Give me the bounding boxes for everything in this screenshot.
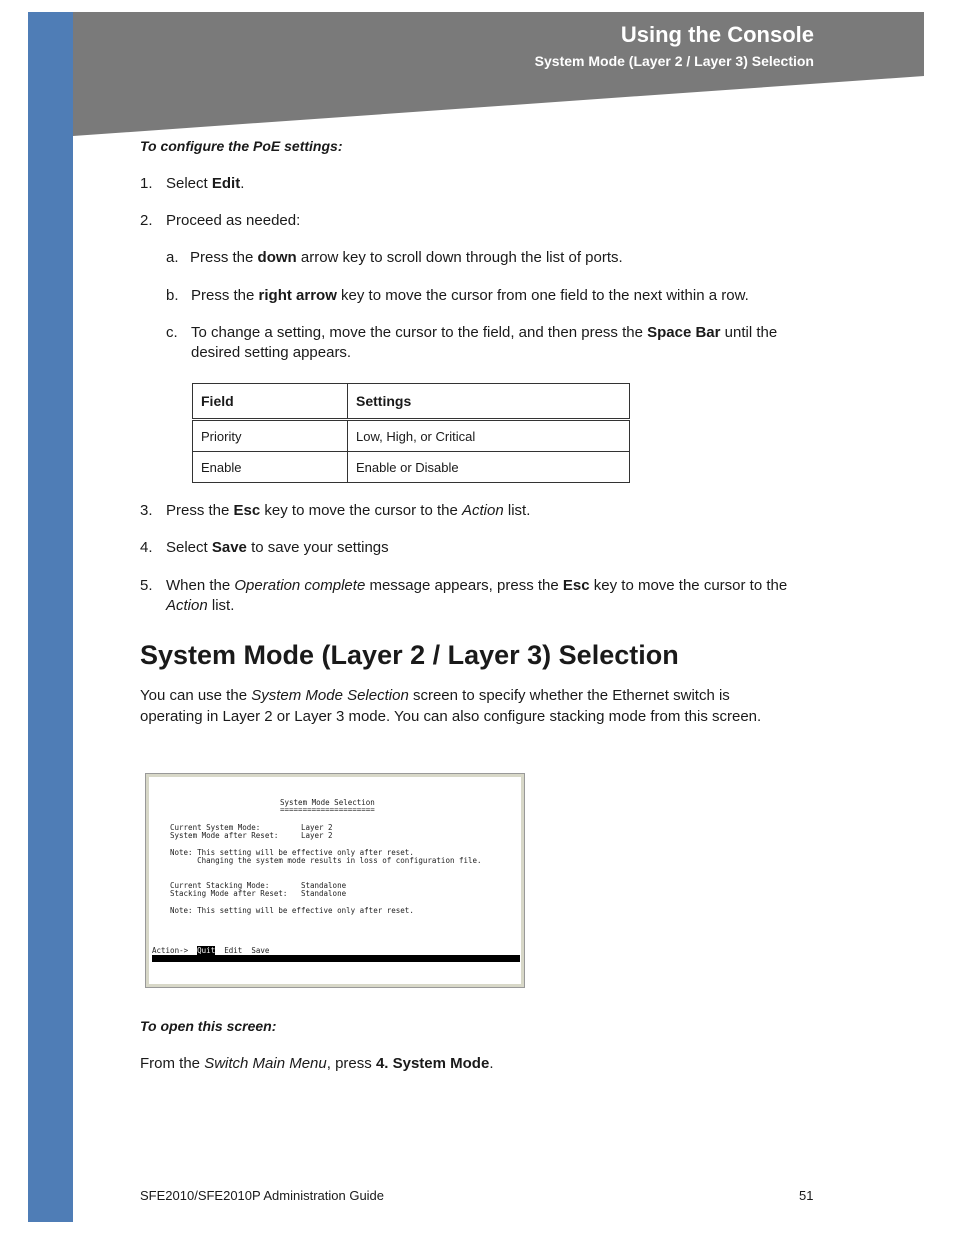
step-3: 3. Press the Esc key to move the cursor to the Action list. xyxy=(140,502,531,519)
console-action-quit[interactable]: Quit xyxy=(197,946,216,955)
section-intro-line2: operating in Layer 2 or Layer 3 mode. You can also configure stacking mode from this screen. xyxy=(140,708,762,725)
console-note: Note: This setting will be effective only after reset. xyxy=(170,848,414,857)
console-title: System Mode Selection xyxy=(280,798,375,807)
console-line: Current Stacking Mode: Standalone xyxy=(170,881,347,890)
table-cell: Enable xyxy=(193,452,348,483)
substep-b: b. Press the right arrow key to move the cursor from one field to the next within a row. xyxy=(166,287,749,304)
table-cell: Priority xyxy=(193,420,348,452)
table-header-field: Field xyxy=(193,384,348,420)
section-intro: You can use the System Mode Selection screen to specify whether the Ethernet switch is xyxy=(140,687,730,704)
step-5-line2: Action list. xyxy=(166,597,235,614)
open-instruction: From the Switch Main Menu, press 4. System Mode. xyxy=(140,1055,494,1072)
console-line: Current System Mode: Layer 2 xyxy=(170,823,333,832)
section-title: System Mode (Layer 2 / Layer 3) Selection xyxy=(140,640,679,670)
table-cell: Low, High, or Critical xyxy=(348,420,630,452)
step-4: 4. Select Save to save your settings xyxy=(140,539,389,556)
step-5: 5. When the Operation complete message appears, press the Esc key to move the cursor to the xyxy=(140,577,788,594)
table-header-settings: Settings xyxy=(348,384,630,420)
header-band xyxy=(0,0,954,140)
table-cell: Enable or Disable xyxy=(348,452,630,483)
console-note: Changing the system mode results in loss of configuration file. xyxy=(170,856,482,865)
console-action-label: Action-> xyxy=(152,946,189,955)
console-status-bar xyxy=(152,955,520,962)
console-action-edit[interactable]: Edit xyxy=(224,946,243,955)
console-action-save[interactable]: Save xyxy=(251,946,270,955)
table-row xyxy=(193,452,630,483)
substep-a: a. Press the down arrow key to scroll down through the list of ports. xyxy=(166,249,623,266)
table-header-row xyxy=(193,384,630,420)
header-subtitle: System Mode (Layer 2 / Layer 3) Selection xyxy=(534,53,814,69)
console-note: Note: This setting will be effective only after reset. xyxy=(170,906,414,915)
console-title-underline: ===================== xyxy=(280,805,375,814)
step-number: 1. xyxy=(140,175,153,192)
substep-c: c. To change a setting, move the cursor to the field, and then press the Space Bar until the xyxy=(166,324,778,341)
step-number: 2. xyxy=(140,212,153,229)
console-screenshot xyxy=(145,773,525,988)
console-line: System Mode after Reset: Layer 2 xyxy=(170,831,333,840)
console-line: Stacking Mode after Reset: Standalone xyxy=(170,889,347,898)
footer-page-number: 51 xyxy=(799,1188,814,1203)
footer-guide-title: SFE2010/SFE2010P Administration Guide xyxy=(140,1188,385,1203)
side-accent-bar xyxy=(28,12,73,1222)
step-1: 1. Select Edit. xyxy=(140,175,245,192)
header-title: Using the Console xyxy=(620,22,814,47)
step-2: 2. Proceed as needed: xyxy=(140,212,301,229)
poe-settings-table xyxy=(192,383,630,483)
open-procedure-heading: To open this screen: xyxy=(140,1018,277,1034)
substep-c-line2: desired setting appears. xyxy=(191,344,352,361)
console-action-bar xyxy=(152,946,269,955)
poe-procedure-heading: To configure the PoE settings: xyxy=(140,138,343,154)
table-row xyxy=(193,420,630,452)
